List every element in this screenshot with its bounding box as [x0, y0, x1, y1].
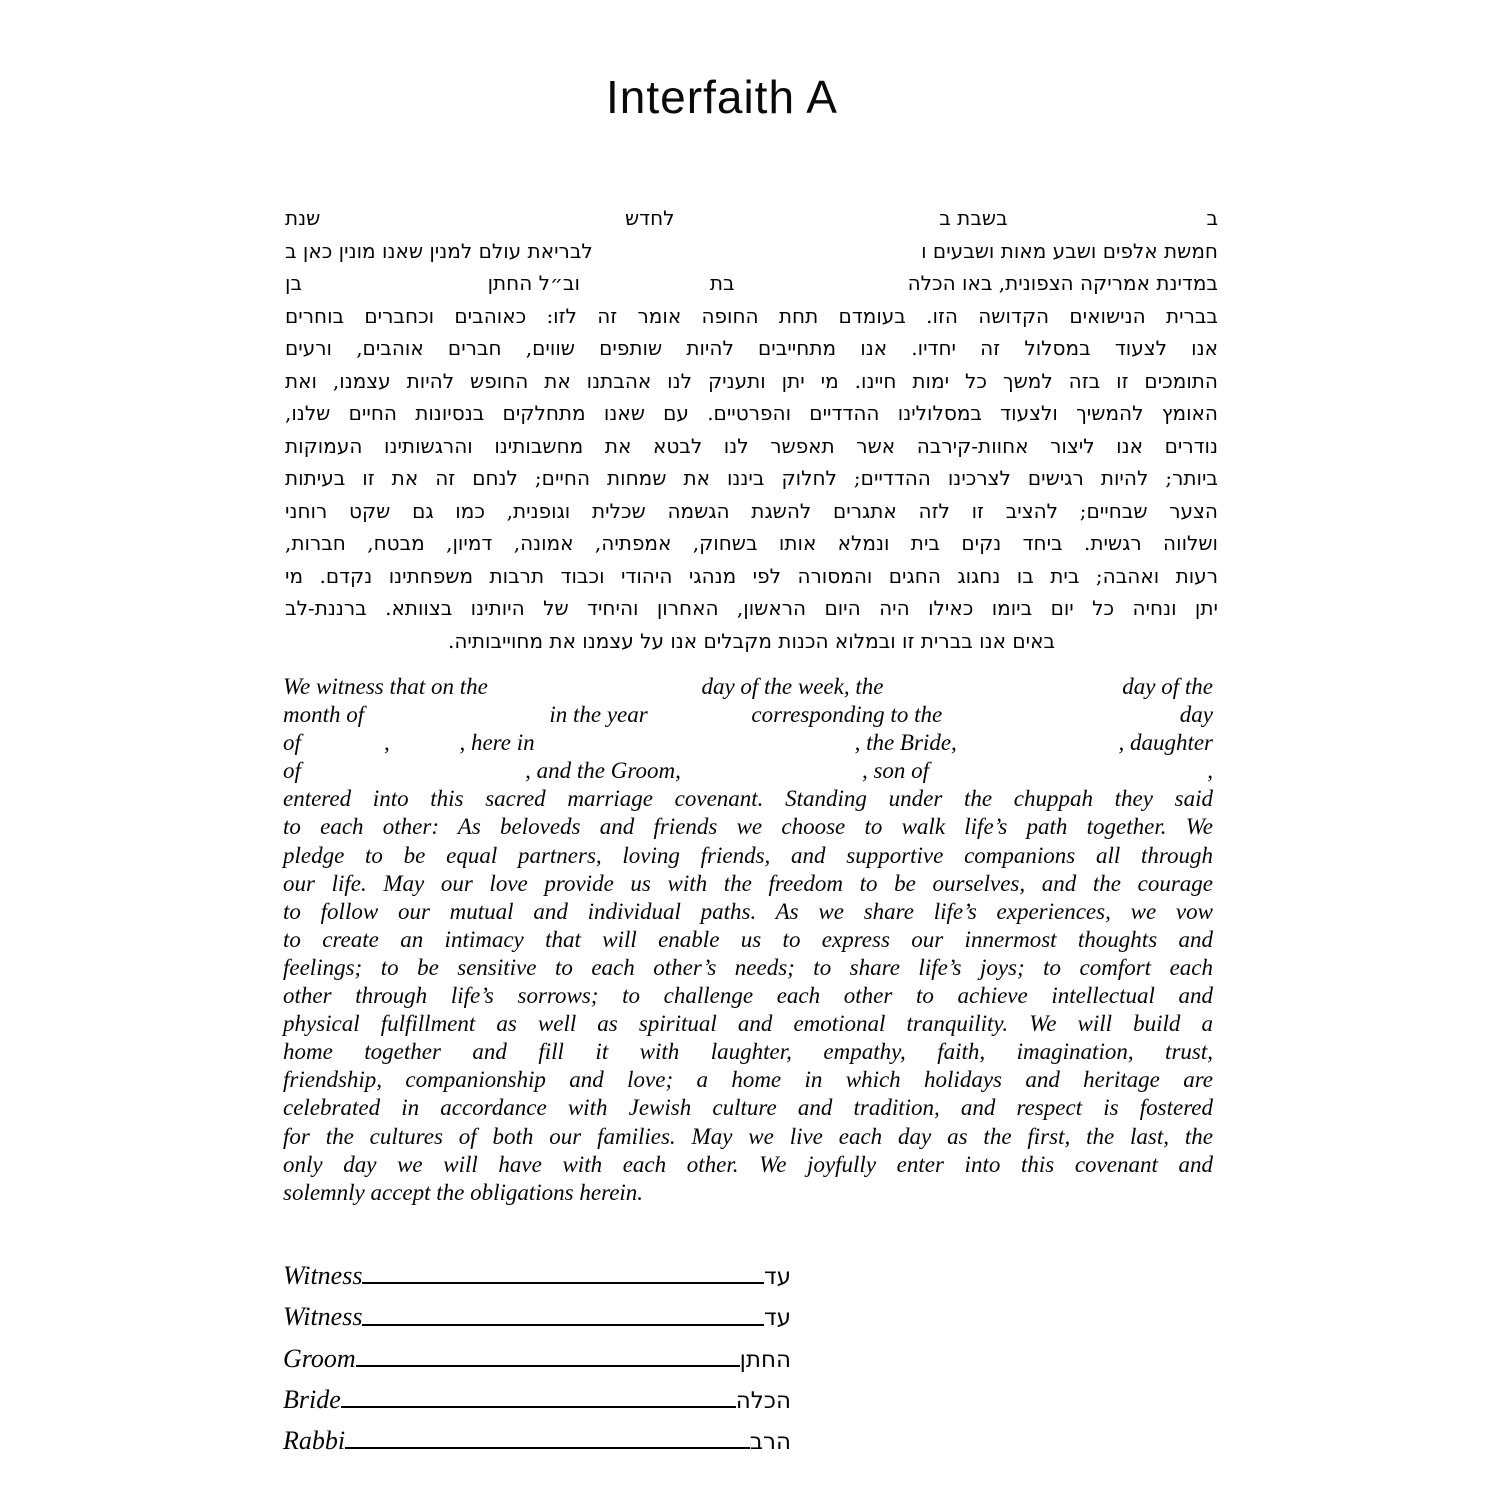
signature-hebrew-label: החתן [739, 1346, 791, 1373]
english-text-segment: , the Bride, [854, 730, 957, 756]
hebrew-text-block [285, 202, 1218, 657]
english-text-segment: of [283, 730, 301, 756]
english-fill-line [283, 757, 1213, 785]
signature-role-label: Groom [283, 1343, 356, 1373]
signature-hebrew-label: עד [764, 1305, 791, 1332]
page-title: Interfaith A [606, 71, 838, 123]
blank-field [390, 729, 460, 757]
english-text-segment: , daughter [1118, 730, 1213, 756]
signature-section [283, 1248, 791, 1454]
signature-row [283, 1331, 791, 1372]
blank-field [883, 673, 1122, 701]
english-text-segment: day of the week, the [701, 674, 884, 699]
hebrew-text-segment: בשבת ב [939, 206, 1008, 230]
hebrew-text-line: ושלווה רגשית. ביחד נקים בית ונמלא אותו בשחוק, אמפתיה, אמונה, דמיון, מבטח, חברות, [285, 531, 1218, 555]
english-text-segment: , and the Groom, [525, 758, 681, 784]
english-text-line: celebrated in accordance with Jewish culture and tradition, and respect is fostered [283, 1095, 1213, 1121]
english-text-segment: day of the [1122, 674, 1213, 699]
english-text-line: to follow our mutual and individual paths. As we share life’s experiences, we vow [283, 898, 1213, 924]
english-text-line: entered into this sacred marriage covenant. Standing under the chuppah they said [283, 786, 1213, 812]
blank-field [942, 701, 1180, 729]
signature-row [283, 1289, 791, 1330]
signature-hebrew-label: עד [764, 1264, 791, 1291]
english-text-line: to each other: As beloveds and friends we choose to walk life’s path together. We [283, 814, 1213, 840]
english-text-segment: day [1179, 702, 1213, 728]
hebrew-text-line: רעות ואהבה; בית בו נחגוג החגים והמסורה לפי מנהגי היהודי וכבוד תרבות משפחתינו נקדם. מי [285, 563, 1218, 588]
english-text-segment: , [383, 730, 390, 756]
hebrew-text-line: אנו לצעוד במסלול זה יחדיו. אנו מתחייבים להיות שותפים שווים, חברים אוהבים, ורעים [285, 336, 1218, 360]
signature-line [341, 1405, 736, 1408]
hebrew-text-segment: שנת [285, 206, 321, 230]
english-fill-line [283, 729, 1213, 757]
hebrew-text-segment: לבריאת עולם למנין שאנו מונין כאן ב [285, 238, 593, 263]
signature-row [283, 1413, 791, 1454]
blank-field [681, 757, 862, 785]
english-text-line: pledge to be equal partners, loving friends, and supportive companions all through [283, 842, 1213, 868]
english-text-line: home together and fill it with laughter, empathy, faith, imagination, trust, [283, 1039, 1213, 1065]
hebrew-text-line: האומץ להמשיך ולצעוד במסלולינו ההדדיים והפרטיים. עם שאנו מתחלקים בנסיונות החיים שלנו, [285, 401, 1218, 425]
hebrew-text-segment: לחדש [625, 206, 675, 230]
blank-field [957, 729, 1119, 757]
english-text-line: friendship, companionship and love; a home in which holidays and heritage are [283, 1067, 1213, 1093]
hebrew-text-line: יתן ונחיה כל יום ביומו כאילו היה היום הראשון, האחרון והיחיד של היותינו בצוותא. ברננת-לב [285, 596, 1218, 620]
blank-field [301, 729, 384, 757]
blank-field [535, 729, 855, 757]
hebrew-text-line: ביותר; להיות רגישים לצרכינו ההדדיים; לחלוק ביננו את שמחות החיים; לנחם זה את זו בעיתות [285, 466, 1218, 490]
english-text-line: our life. May our love provide us with the freedom to be ourselves, and the courage [283, 870, 1213, 896]
english-text-line: physical fulfillment as well as spiritual and emotional tranquility. We will build a [283, 1011, 1213, 1037]
english-fill-line [283, 673, 1213, 701]
signature-role-label: Witness [283, 1302, 363, 1332]
signature-role-label: Bride [283, 1384, 341, 1414]
hebrew-text-segment: בת [709, 271, 735, 295]
hebrew-text-segment: ב [1206, 206, 1218, 230]
hebrew-fill-line [285, 235, 1218, 268]
hebrew-text-segment: בן [285, 271, 303, 295]
english-text-segment: in the year [549, 702, 648, 728]
blank-field [648, 701, 752, 729]
blank-field [301, 757, 525, 785]
hebrew-text-line: התומכים זו בזה למשך כל ימות חיינו. מי יתן ותעניק לנו אהבתנו את החופש להיות עצמנו, ואת [285, 368, 1218, 393]
signature-row [283, 1248, 791, 1289]
blank-field [735, 267, 908, 300]
english-text-segment: of [283, 758, 301, 784]
blank-field [580, 267, 710, 300]
hebrew-text-line: נודרים אנו ליצור אחוות-קירבה אשר תאפשר לנו לבטא את מחשבותינו והרגשותינו העמוקות [285, 433, 1218, 458]
english-closing-line: solemnly accept the obligations herein. [283, 1179, 644, 1205]
signature-line [362, 1323, 764, 1326]
english-text-line: to create an intimacy that will enable us to express our innermost thoughts and [283, 926, 1213, 952]
english-text-line: for the cultures of both our families. May we live each day as the first, the last, the [283, 1123, 1213, 1149]
hebrew-text-line: הצער שבחיים; להציב זו לזה אתגרים להשגת הגשמה שכלית וגופנית, כמו גם שקט רוחני [285, 498, 1218, 523]
hebrew-text-segment: חמשת אלפים ושבע מאות ושבעים ו [921, 238, 1218, 263]
signature-line [362, 1281, 764, 1284]
english-text-segment: , [1207, 758, 1213, 784]
english-fill-line [283, 701, 1213, 729]
blank-field [488, 673, 702, 701]
english-text-segment: month of [283, 702, 365, 728]
hebrew-closing-line: באים אנו בברית זו ובמלוא הכנות מקבלים אנו על עצמנו את מחוייבותיה. [447, 628, 1056, 653]
signature-row [283, 1372, 791, 1413]
hebrew-fill-line [285, 267, 1218, 300]
blank-field [302, 267, 488, 300]
signature-role-label: Witness [283, 1261, 363, 1290]
blank-field [593, 235, 921, 268]
blank-field [364, 701, 549, 729]
hebrew-text-segment: במדינת אמריקה הצפונית, באו הכלה [907, 271, 1218, 295]
english-text-segment: corresponding to the [751, 702, 943, 728]
signature-line [345, 1446, 750, 1449]
english-text-line: other through life’s sorrows; to challenge each other to achieve intellectual and [283, 983, 1213, 1009]
english-text-segment: We witness that on the [283, 674, 488, 699]
hebrew-fill-line [285, 202, 1218, 235]
blank-field [675, 202, 940, 235]
blank-field [1008, 202, 1207, 235]
english-text-line: only day we will have with each other. We joyfully enter into this covenant and [283, 1151, 1213, 1177]
hebrew-text-line: בברית הנישואים הקדושה הזו. בעומדם תחת החופה אומר זה לזו: כאוהבים וכחברים בוחרים [285, 303, 1218, 328]
english-text-segment: , son of [861, 758, 930, 784]
english-text-segment: , here in [459, 730, 535, 756]
signature-line [356, 1364, 740, 1367]
hebrew-text-segment: וב״ל החתן [487, 271, 580, 295]
english-text-block [283, 673, 1213, 1207]
signature-hebrew-label: הרב [749, 1429, 791, 1456]
blank-field [929, 757, 1207, 785]
english-text-line: feelings; to be sensitive to each other’s needs; to share life’s joys; to comfort each [283, 954, 1213, 980]
blank-field [320, 202, 625, 235]
signature-hebrew-label: הכלה [735, 1388, 791, 1415]
signature-role-label: Rabbi [283, 1426, 346, 1456]
